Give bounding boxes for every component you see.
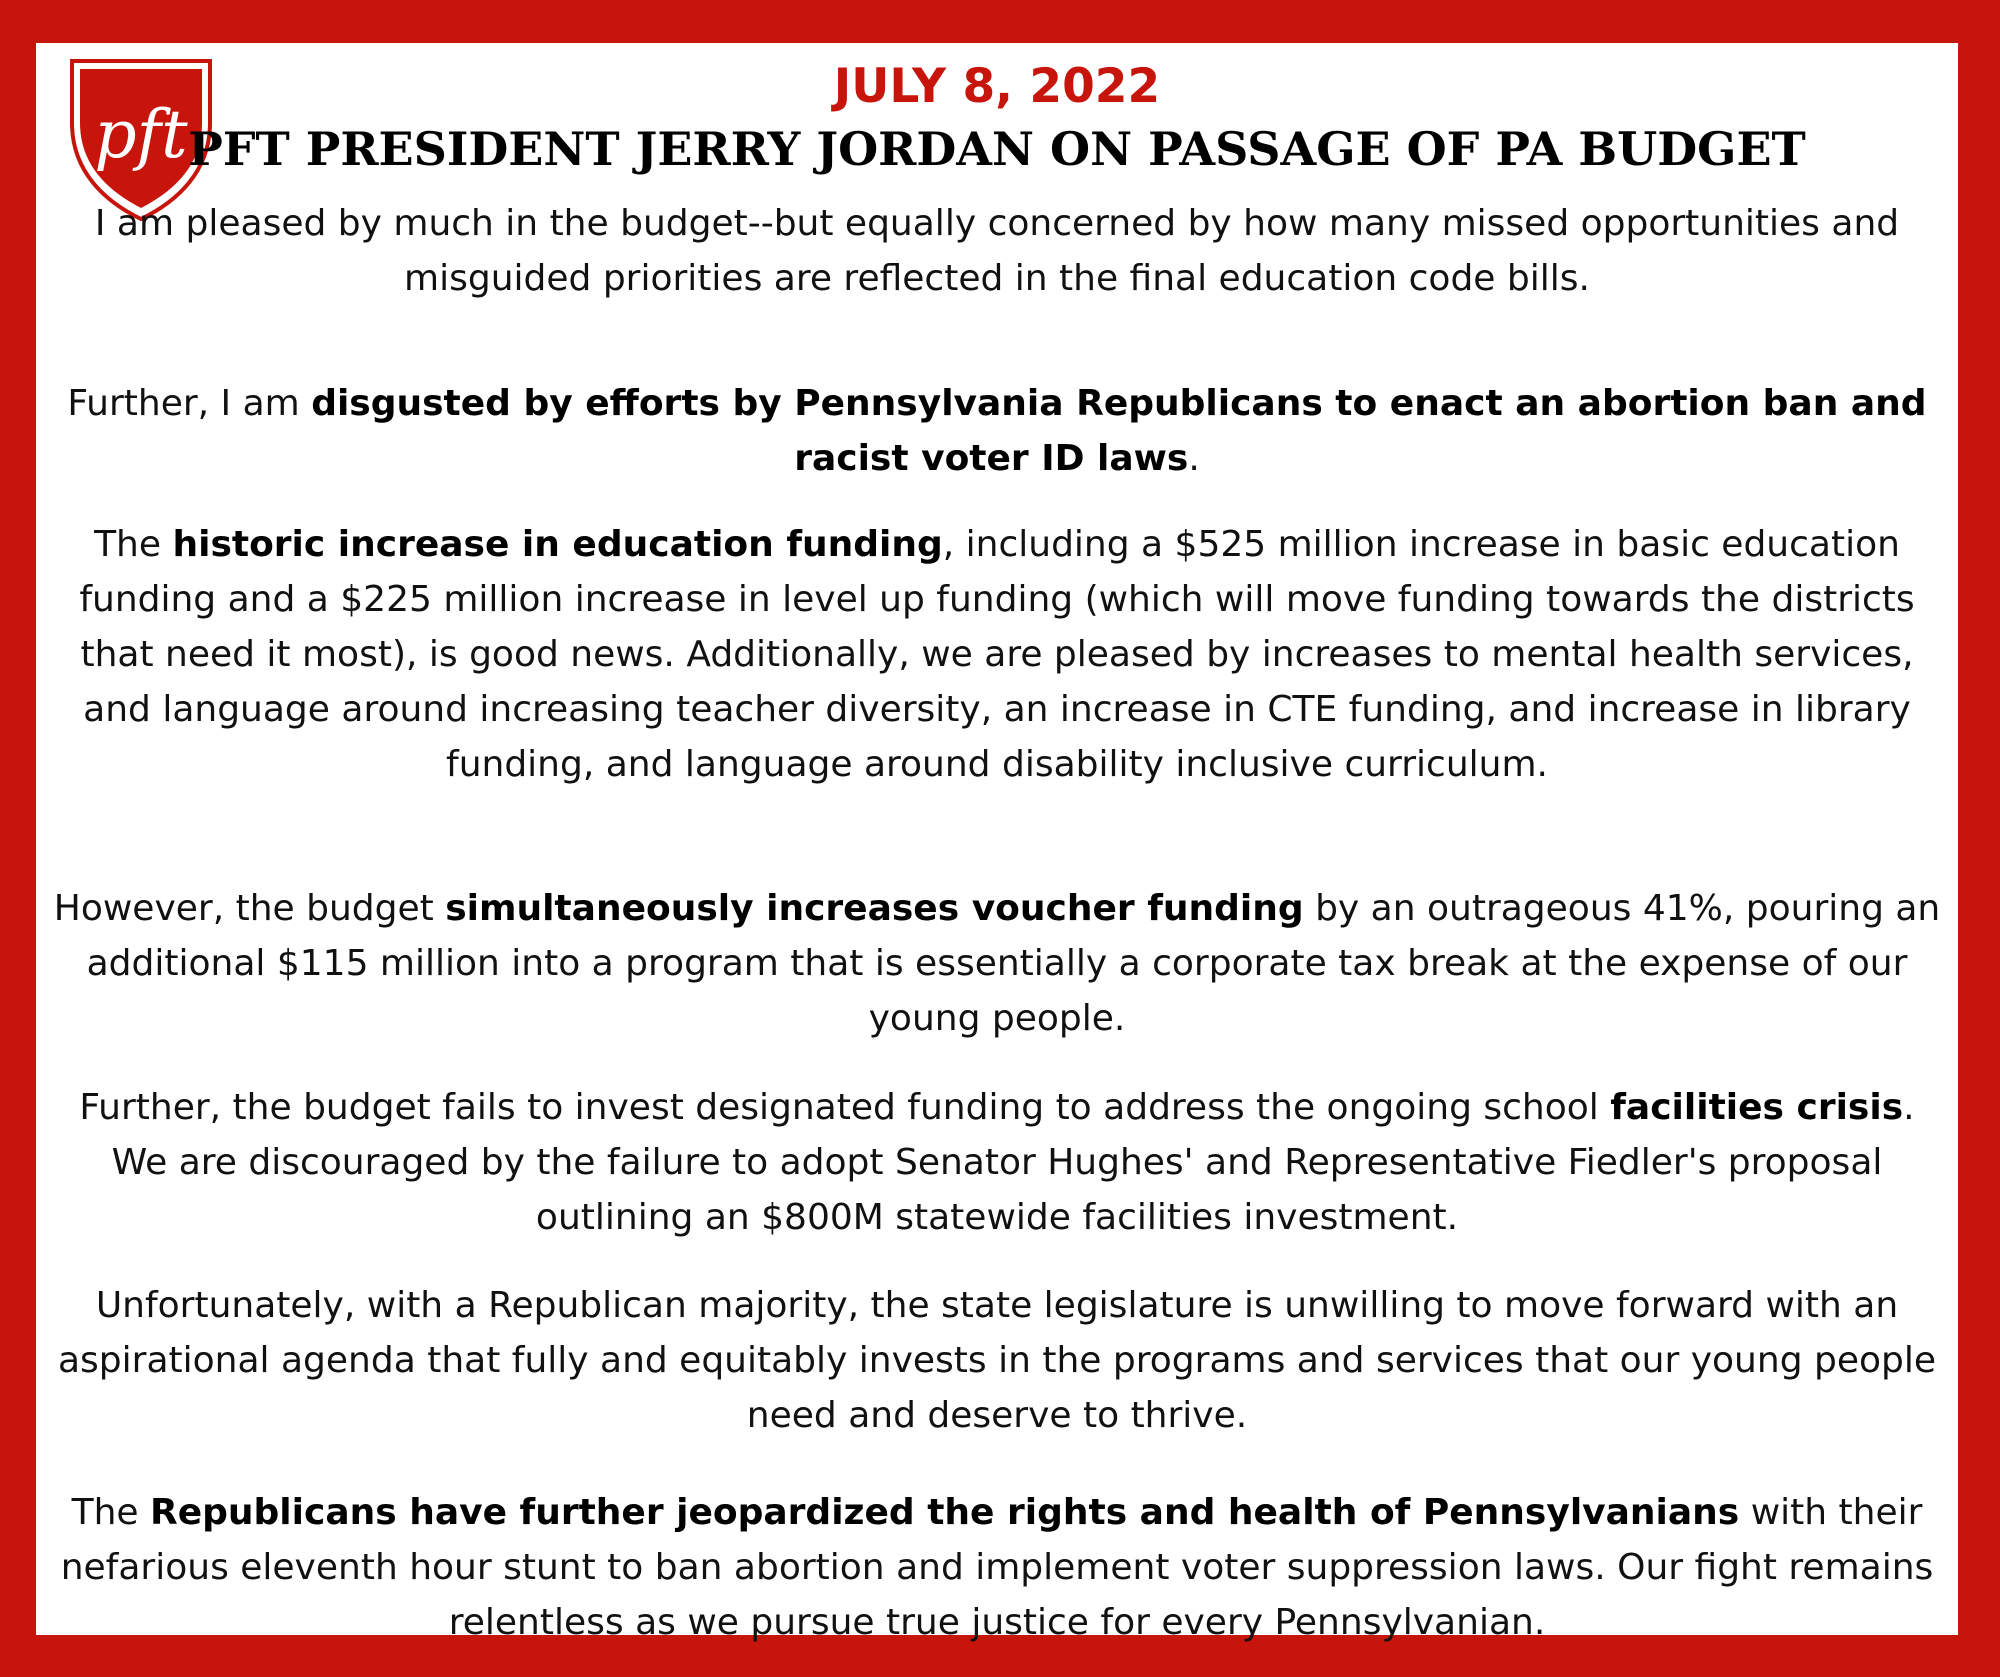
paragraph-1-text: I am pleased by much in the budget--but equally concerned by how many missed opportunities and misguided priorities are reflected in the final education code bills.: [94, 203, 1900, 299]
paragraph-7-pre: The: [71, 1492, 150, 1533]
paragraph-4-pre: However, the budget: [53, 888, 446, 929]
paragraph-4: [50, 881, 1944, 1046]
paragraph-2-post: .: [1188, 438, 1200, 479]
paragraph-3-pre: The: [94, 524, 173, 565]
statement-title: PFT PRESIDENT JERRY JORDAN ON PASSAGE OF PA BUDGET: [188, 122, 1806, 176]
paragraph-5-bold: facilities crisis: [1610, 1087, 1904, 1128]
paragraph-5-pre: Further, the budget fails to invest designated funding to address the ongoing school: [79, 1087, 1611, 1128]
paragraph-2: [50, 376, 1944, 486]
paragraph-3: [50, 517, 1944, 792]
logo-text: pft: [94, 96, 188, 173]
paragraph-6-text: Unfortunately, with a Republican majority, the state legislature is unwilling to move forward with an aspirational agenda that fully and equitably invests in the programs and services that our young people need and deserve to thrive.: [57, 1285, 1937, 1436]
paragraph-2-pre: Further, I am: [67, 383, 312, 424]
paragraph-6: [50, 1278, 1944, 1443]
paragraph-7-bold: Republicans have further jeopardized the rights and health of Pennsylvanians: [150, 1492, 1740, 1533]
paragraph-5-post: . We are discouraged by the failure to adopt Senator Hughes' and Representative Fiedler's proposal outlining an $800M statewide facilities investment.: [111, 1087, 1915, 1238]
paragraph-5: [50, 1080, 1944, 1245]
paragraph-7-post: with their nefarious eleventh hour stunt to ban abortion and implement voter suppression laws. Our fight remains relentless as we pursue true justice for every Pennsylvanian.: [60, 1492, 1934, 1643]
statement-date: JULY 8, 2022: [833, 59, 1161, 114]
paragraph-1: [50, 196, 1944, 306]
paragraph-2-bold: disgusted by efforts by Pennsylvania Republicans to enact an abortion ban and racist voter ID laws: [311, 383, 1927, 479]
paragraph-4-bold: simultaneously increases voucher funding: [445, 888, 1304, 929]
paragraph-4-post: by an outrageous 41%, pouring an additional $115 million into a program that is essentially a corporate tax break at the expense of our young people.: [86, 888, 1941, 1039]
document-frame: [36, 43, 1958, 1643]
paragraph-3-bold: historic increase in education funding: [172, 524, 943, 565]
paragraph-3-post: , including a $525 million increase in basic education funding and a $225 million increase in level up funding (which will move funding towards the districts that need it most), is good news. Additionally, we are pleased by increases to mental health services, and language around increasing teacher diversity, an increase in CTE funding, and increase in library funding, and language around disability inclusive curriculum.: [79, 524, 1915, 785]
paragraph-7: [50, 1485, 1944, 1650]
